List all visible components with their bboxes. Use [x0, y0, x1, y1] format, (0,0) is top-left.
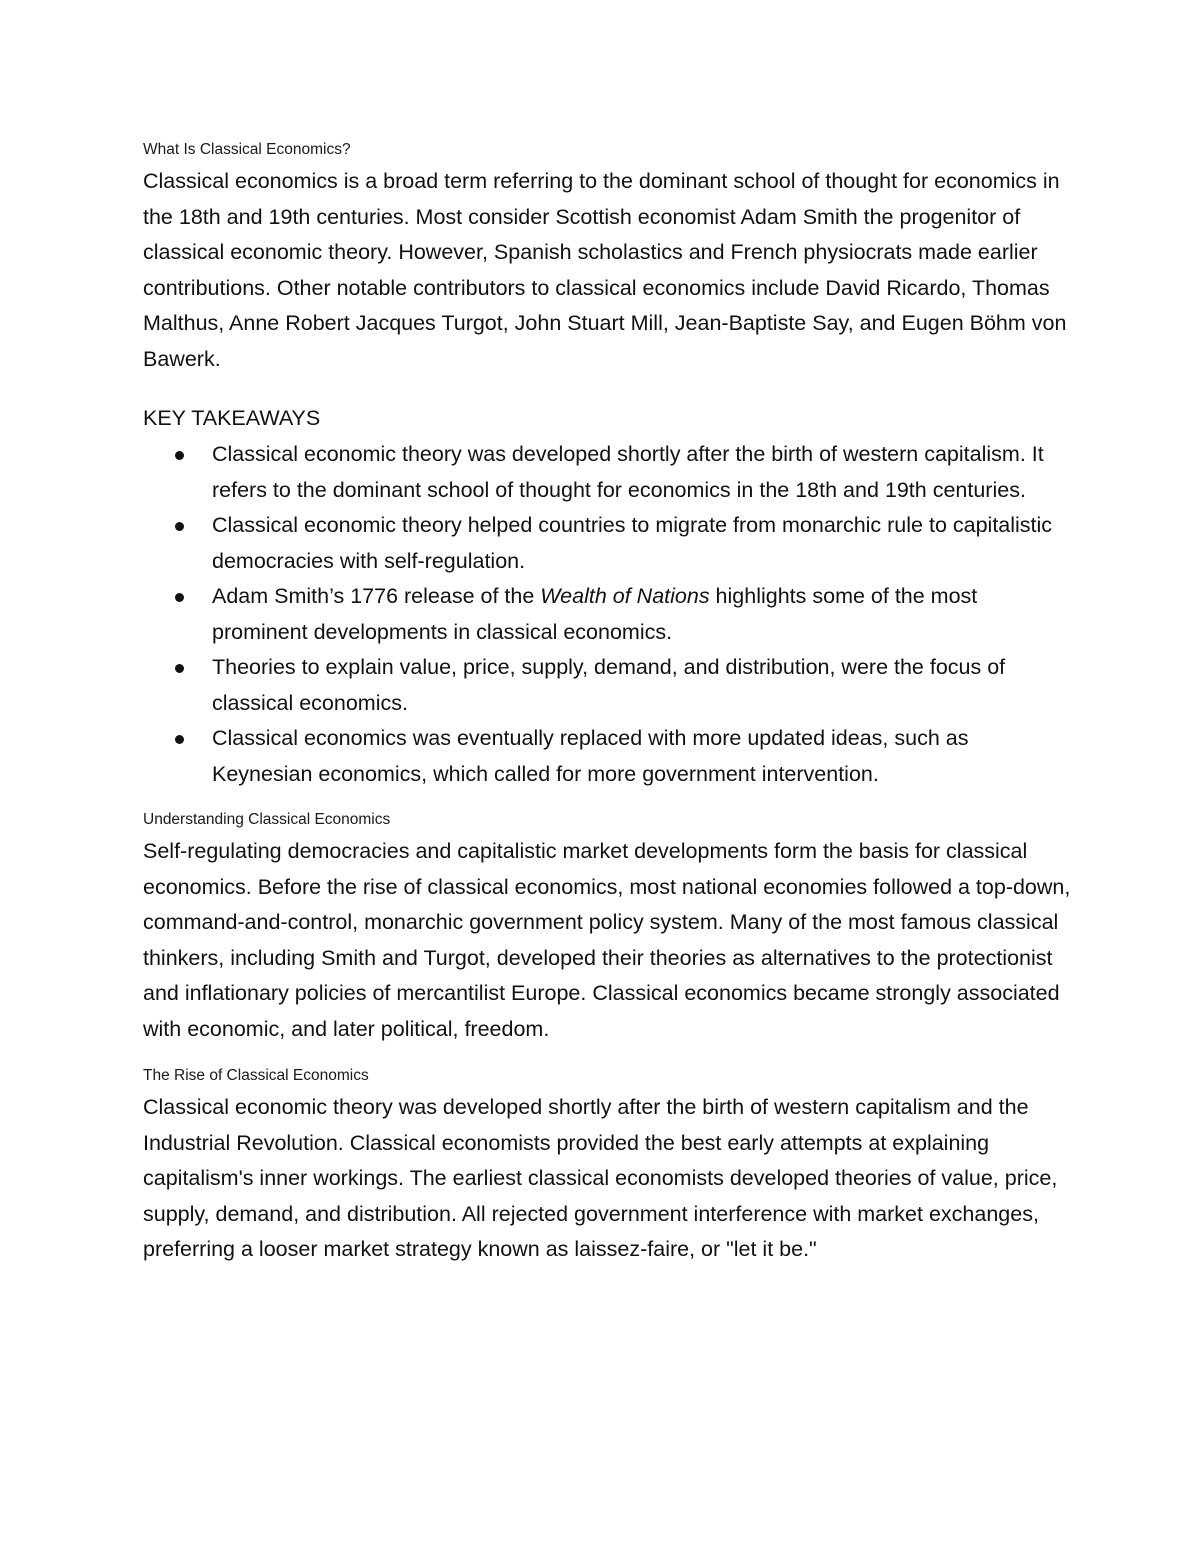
understanding-paragraph: Self-regulating democracies and capitalistic market developments form the basis for classical economics. Before the rise of classical economics, most national economies followed a top-down, command-and-control, monarchic government policy system. Many of the most famous classical thinkers, including Smith and Turgot, developed their theories as alternatives to the protectionist and inflationary policies of mercantilist Europe. Classical economics became strongly associated with economic, and later political, freedom.: [143, 839, 1071, 1041]
list-item: [143, 650, 1073, 721]
list-item: [143, 437, 1073, 508]
list-item-text-before: Adam Smith’s 1776 release of the: [212, 584, 541, 608]
list-item-text: Classical economic theory helped countries to migrate from monarchic rule to capitalistic democracies with self-regulation.: [212, 513, 1053, 573]
section-heading-understanding: Understanding Classical Economics: [143, 811, 391, 828]
section-heading-rise: The Rise of Classical Economics: [143, 1067, 369, 1084]
section-heading-intro: What Is Classical Economics?: [143, 141, 351, 158]
key-takeaways-heading: KEY TAKEAWAYS: [143, 406, 321, 430]
intro-paragraph: Classical economics is a broad term referring to the dominant school of thought for economics in the 18th and 19th centuries. Most consider Scottish economist Adam Smith the progenitor of classical economic theory. However, Spanish scholastics and French physiocrats made earlier contributions. Other notable contributors to classical economics include David Ricardo, Thomas Malthus, Anne Robert Jacques Turgot, John Stuart Mill, Jean-Baptiste Say, and Eugen Böhm von Bawerk.: [143, 169, 1067, 371]
book-title: Wealth of Nations: [540, 584, 710, 608]
list-item: [143, 721, 1073, 792]
document-page: [143, 140, 1073, 1268]
bullet-icon: [175, 593, 184, 602]
key-takeaways-list: [143, 437, 1073, 792]
list-item-text: Classical economic theory was developed shortly after the birth of western capitalism. It refers to the dominant school of thought for economics in the 18th and 19th centuries.: [212, 442, 1044, 502]
list-item: [143, 508, 1073, 579]
list-item: [143, 579, 1073, 650]
list-item-text-after: highlights some of the most prominent developments in classical economics.: [212, 584, 978, 644]
list-item-text: Theories to explain value, price, supply, demand, and distribution, were the focus of classical economics.: [212, 655, 1006, 715]
rise-paragraph: Classical economic theory was developed shortly after the birth of western capitalism and the Industrial Revolution. Classical economists provided the best early attempts at explaining capitalism's inner workings. The earliest classical economists developed theories of value, price, supply, demand, and distribution. All rejected government interference with market exchanges, preferring a looser market strategy known as laissez-faire, or "let it be.": [143, 1095, 1058, 1261]
bullet-icon: [175, 664, 184, 673]
bullet-icon: [175, 735, 184, 744]
bullet-icon: [175, 522, 184, 531]
list-item-text: Classical economics was eventually replaced with more updated ideas, such as Keynesian economics, which called for more government intervention.: [212, 726, 969, 786]
bullet-icon: [175, 451, 184, 460]
